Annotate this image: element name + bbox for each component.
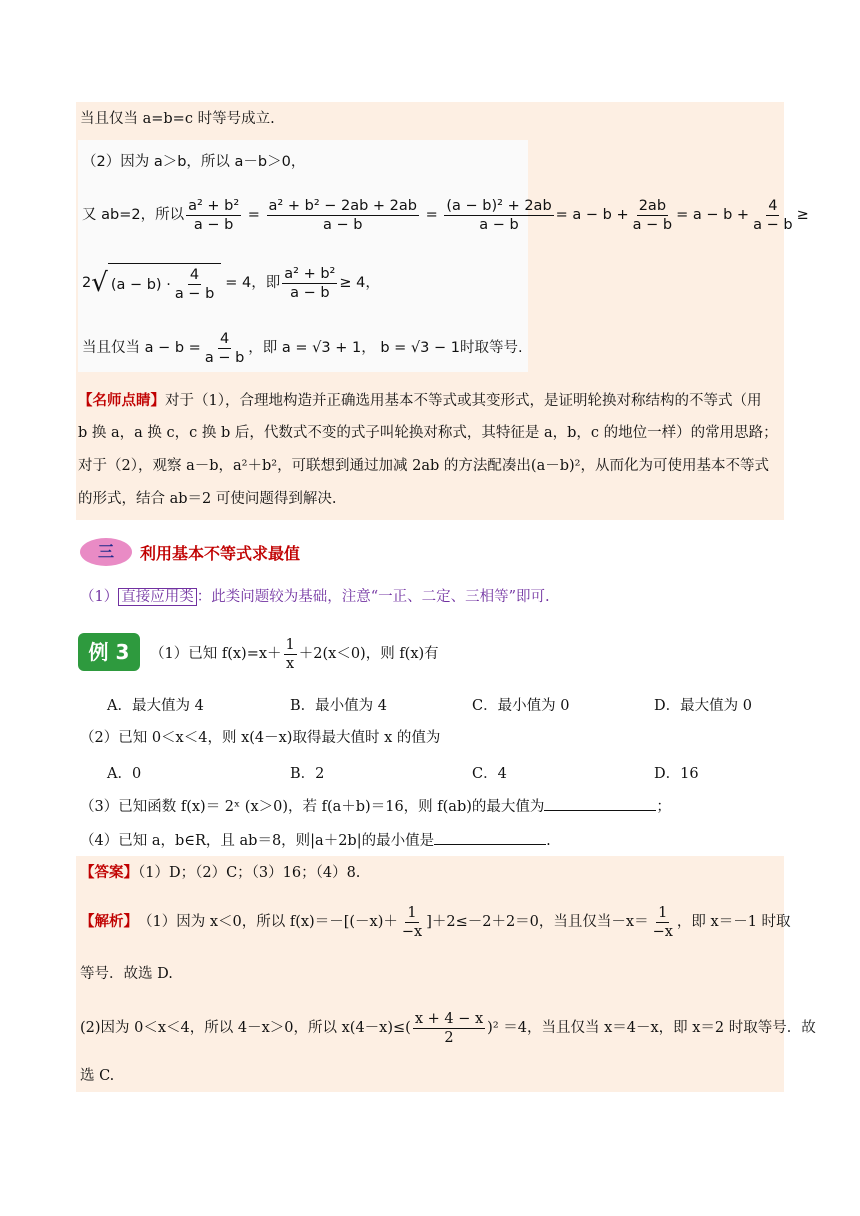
question-1-tail: ＋2(x＜0)，则 f(x)有 <box>298 646 439 662</box>
answer-line <box>80 863 360 883</box>
fraction-numerator: x + 4 − x <box>414 1010 484 1027</box>
equals-four: = 4，即 <box>225 275 281 291</box>
fraction <box>267 197 419 234</box>
answer-text: （1）D；（2）C；（3）16；（4）8. <box>138 865 361 881</box>
fraction-numerator: 1 <box>407 904 417 921</box>
condition-prefix: 当且仅当 a − b = <box>82 340 201 356</box>
question-4-tail: . <box>546 833 551 849</box>
tip-text: 对于（1），合理地构造并正确选用基本不等式或其变形式，是证明轮换对称结构的不等式（用 <box>165 393 762 409</box>
question-3-text: （3）已知函数 f(x)＝ 2ˣ (x＞0)，若 f(a＋b)＝16，则 f(ab)的最大值为 <box>80 799 545 815</box>
fraction <box>203 330 246 367</box>
geq-four: ≥ 4， <box>339 275 380 291</box>
subsection-line <box>80 587 550 607</box>
part2-line1: （2）因为 a＞b，所以 a－b＞0， <box>82 154 306 170</box>
question-3-tail: ； <box>656 799 671 815</box>
answer-blank[interactable] <box>544 796 656 811</box>
fraction <box>284 636 297 673</box>
subsection-text: ：此类问题较为基础，注意“一正、二定、三相等”即可. <box>196 589 550 605</box>
fraction-numerator: a² + b² <box>284 265 336 282</box>
example-badge: 例 3 <box>78 633 140 671</box>
equals-expression: = a − b + <box>555 207 629 223</box>
q1-option-c[interactable]: C．最小值为 0 <box>472 698 570 714</box>
fraction-numerator: (a − b)² + 2ab <box>446 197 552 214</box>
fraction <box>400 904 424 941</box>
fraction-denominator: a − b <box>753 216 793 233</box>
q2-option-c[interactable]: C．4 <box>472 766 507 782</box>
fraction-denominator: a − b <box>204 349 245 366</box>
question-2: （2）已知 0＜x＜4，则 x(4－x)取得最大值时 x 的值为 <box>80 730 441 746</box>
fraction-denominator: a − b <box>174 286 215 302</box>
q2-option-b[interactable]: B．2 <box>290 766 325 782</box>
solution-1-prefix: （1）因为 x＜0，所以 f(x)＝－[(－x)＋ <box>138 914 398 930</box>
fraction <box>751 197 794 234</box>
part2-line4 <box>82 326 523 370</box>
solution-2-line2: 选 C. <box>80 1068 115 1084</box>
equality-condition-line: 当且仅当 a=b=c 时等号成立. <box>80 111 275 127</box>
solution-2-line1 <box>80 1004 816 1052</box>
fraction-denominator: x <box>286 655 295 672</box>
question-1 <box>150 632 439 676</box>
fraction-numerator: 1 <box>658 904 668 921</box>
fraction-denominator: a − b <box>479 216 519 233</box>
fraction <box>413 1010 485 1047</box>
question-3 <box>80 796 671 817</box>
answer-label: 【答案】 <box>80 864 138 881</box>
tip-line-4: 的形式，结合 ab＝2 可使问题得到解决. <box>78 491 337 507</box>
tip-line-2: b 换 a，a 换 c，c 换 b 后，代数式不变的式子叫轮换对称式，其特征是 a，b，c 的地位一样）的常用思路； <box>78 425 778 441</box>
solution-2-tail: )² ＝4，当且仅当 x＝4－x，即 x＝2 时取等号．故 <box>487 1020 816 1036</box>
q1-option-b[interactable]: B．最小值为 4 <box>290 698 387 714</box>
section-title: 利用基本不等式求最值 <box>140 544 301 563</box>
q2-option-a[interactable]: A．0 <box>107 766 142 782</box>
fraction-denominator: a − b <box>632 216 673 233</box>
fraction-numerator: 2ab <box>638 197 667 214</box>
question-1-prefix: （1）已知 f(x)=x＋ <box>150 646 282 662</box>
fraction-denominator: −x <box>652 923 673 940</box>
subsection-boxed-label: 直接应用类 <box>118 588 197 606</box>
fraction <box>651 904 675 941</box>
geq-sign: ≥ <box>796 207 809 223</box>
q1-option-d[interactable]: D．最大值为 0 <box>654 698 752 714</box>
section-badge: 三 <box>80 538 132 566</box>
fraction-denominator: 2 <box>444 1029 454 1046</box>
equals-expression: = a − b + <box>676 207 750 223</box>
solution-1-line2: 等号．故选 D. <box>80 966 173 982</box>
condition-tail: ，即 a = √3 + 1， b = √3 − 1时取等号. <box>248 340 523 356</box>
fraction-numerator: a² + b² − 2ab + 2ab <box>268 197 417 214</box>
fraction <box>631 197 674 234</box>
solution-1-line1 <box>80 898 791 946</box>
fraction-denominator: a − b <box>193 216 234 233</box>
question-4 <box>80 830 551 851</box>
fraction <box>186 197 241 234</box>
fraction-numerator: 4 <box>219 330 230 347</box>
fraction-denominator: −x <box>401 923 423 940</box>
tip-line-3: 对于（2），观察 a－b，a²＋b²，可联想到通过加减 2ab 的方法配凑出(a－b)²，从而化为可使用基本不等式 <box>78 458 769 474</box>
part2-line3 <box>82 259 380 307</box>
fraction-denominator: a − b <box>290 284 330 301</box>
tip-label: 【名师点睛】 <box>78 392 165 409</box>
fraction <box>282 265 337 302</box>
fraction <box>173 266 216 303</box>
answer-box <box>76 856 784 1092</box>
q2-option-d[interactable]: D．16 <box>654 766 699 782</box>
sqrt-text: (a − b) · <box>110 276 171 293</box>
solution-label: 【解析】 <box>80 913 138 930</box>
fraction-numerator: 1 <box>285 636 295 653</box>
tip-line-1 <box>78 391 761 411</box>
fraction-denominator: a − b <box>323 216 363 233</box>
solution-1-tail: ，即 x＝－1 时取 <box>676 914 791 930</box>
sqrt-icon: √ <box>91 268 108 298</box>
sqrt-content <box>108 263 221 303</box>
coefficient: 2 <box>82 275 92 291</box>
solution-1-middle: ]＋2≤－2＋2＝0，当且仅当－x＝ <box>426 914 649 930</box>
fraction-numerator: 4 <box>768 197 778 214</box>
answer-blank[interactable] <box>434 830 546 845</box>
fraction-numerator: a² + b² <box>188 197 240 214</box>
subsection-prefix: （1） <box>80 589 119 605</box>
fraction <box>444 197 553 234</box>
fraction-numerator: 4 <box>189 267 200 283</box>
question-4-text: （4）已知 a，b∈R，且 ab＝8，则|a＋2b|的最小值是 <box>80 833 435 849</box>
part2-line2: 又 ab=2，所以 $\frac{\text{a² + b²}}{a - b}$ = $\frac{\text{a² + b² − 2ab + 2ab}}{a - b}$ = $\frac{\text{(a − b)² + 2ab}}{a - b}$ = a − b + $\frac{2ab}{a - b}$ = a − b + $\frac{4}{a - b}$ ≥ <box>82 197 809 233</box>
q1-option-a[interactable]: A．最大值为 4 <box>107 698 204 714</box>
solution-2-prefix: (2)因为 0＜x＜4，所以 4－x＞0，所以 x(4－x)≤( <box>80 1020 411 1036</box>
part2-line2-prefix: 又 ab=2，所以 <box>82 207 185 223</box>
